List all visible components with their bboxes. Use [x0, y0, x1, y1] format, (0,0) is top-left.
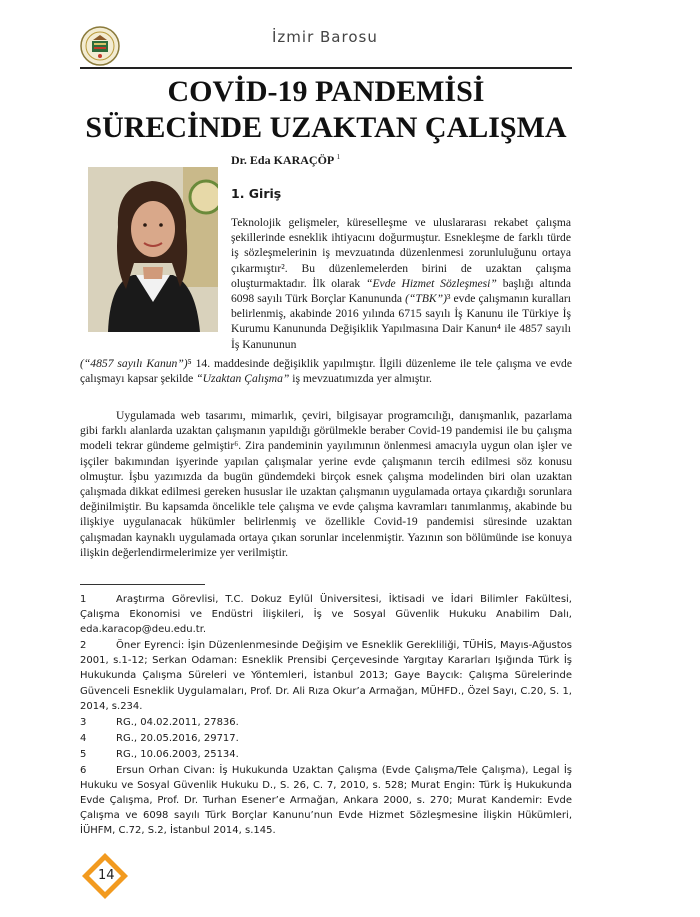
footnote: 3 RG., 04.02.2011, 27836. [80, 716, 239, 728]
author-name: Dr. Eda KARAÇÖP $^1$ [231, 153, 341, 167]
footnotes [80, 592, 572, 840]
paragraph-2: Uygulamada web tasarımı, mimarlık, çeviri, bilgisayar programcılığı, danışmanlık, pazarlama gibi farklı alanlarda uzaktan çalışmanın yapıldığı görülmekle beraber Covid-19 pandemisi ile bu çalışma modeli tekrar gündeme gelmiştir⁶. Zira pandeminin yayılımının önlenmesi amacıyla uygun olan işler ve işçiler bakımından işyerinde yapılan çalışmalar yerine evde çalışmanın tercih edilmesi söz konusu olmuştur. İşbu yazımızda da bugün gündemdeki birçok esnek çalışma modelinden biri olan uzaktan çalışmada dikkat edilmesi gereken hususlar ile uzaktan çalışmanın uygulamada ortaya çıkardığı sorunlara değinilmiştir. Bu kapsamda öncelikle tele çalışma ve evde çalışma kavramları tanımlanmış, akabinde bu ilişkiye uygulanacak hükümler belirlenmiş ve özellikle Covid-19 pandemisi süresinde uzaktan çalışmadan kaynaklı uygulamada ortaya çıkan sorunlar incelenmiştir. Yazının son bölümünde ise konuya ilişkin değerlendirmelerimize yer verilmiştir. [80, 409, 572, 559]
footnote: 1 Araştırma Görevlisi, T.C. Dokuz Eylül Üniversitesi, İktisadi ve İdari Bilimler Fakültesi, Çalışma Ekonomisi ve Endüstri İlişkileri, İş ve Sosyal Güvenlik Hukuku Anabilim Dalı, eda.karacop@deu.edu.tr. [80, 594, 572, 636]
footnote: 6 Ersun Orhan Civan: İş Hukukunda Uzaktan Çalışma (Evde Çalışma/Tele Çalışma), Legal İş Hukuku ve Sosyal Güvenlik Hukuku D., S. 26, C. 7, 2010, s. 528; Murat Engin: Türk İş Hukukunda Evde Çalışma, Prof. Dr. Turhan Esener’e Armağan, Ankara 2000, s. 270; Murat Kandemir: Evde Çalışma ve 6098 sayılı Türk Borçlar Kanunu’nun Evde Hizmet Sözleşmesine İlişkin Hükümleri, İÜHFM, C.72, S.2, İstanbul 2014, s.145. [80, 765, 572, 837]
header-rule [80, 67, 572, 69]
header-title: İzmir Barosu [272, 28, 378, 46]
footnote-separator [80, 584, 205, 585]
footnote: 5 RG., 10.06.2003, 25134. [80, 748, 239, 760]
article-title [80, 74, 572, 146]
bar-association-seal-icon [80, 26, 120, 66]
paragraph-1-continued: (“4857 sayılı Kanun”)⁵ 14. maddesinde değişiklik yapılmıştır. İlgili düzenleme ile tele çalışma ve evde çalışmayı kapsar şekilde “Uzaktan Çalışma” iş mevzuatımızda yer almıştır. [80, 357, 573, 386]
section-heading: 1. Giriş [231, 186, 282, 201]
author-footnote-marker: 1 [336, 153, 341, 161]
title-line-2: SÜRECİNDE UZAKTAN ÇALIŞMA [85, 111, 567, 144]
footnote: 2 Öner Eyrenci: İşin Düzenlenmesinde Değişim ve Esneklik Gerekliliği, TÜHİS, Mayıs-Ağustos 2001, s.1-12; Serkan Odaman: Esneklik Prensibi Çerçevesinde Yargıtay Kararları Işığında Türk İş Hukukunda Çalışma Süreleri ve Yöntemleri, İstanbul 2013; Gaye Baycık: Çalışma Sürelerinde Güvenceli Esneklik Uygulamaları, Prof. Dr. Ali Rıza Okur’a Armağan, MÜHFD., Özel Sayı, C.20, S. 1, 2014, s.234. [80, 640, 572, 712]
title-line-1: COVİD-19 PANDEMİSİ [167, 75, 485, 108]
paragraph-1: Teknolojik gelişmeler, küreselleşme ve uluslararası rekabet çalışma şekillerinde esneklik ihtiyacını doğurmuştur. Esnekleşme de farklı türde iş sözleşmelerinin iş mevzuatında düzenlenmesi zorunluluğunu ortaya çıkarmıştır². Bu düzenlemelerden birini de uzaktan çalışma oluşturmaktadır. İlk olarak “Evde Hizmet Sözleşmesi” başlığı altında 6098 sayılı Türk Borçlar Kanununda (“TBK”)³ evde çalışmanın kuralları belirlenmiş, akabinde 2016 yılında 6715 sayılı İş Kanunu ile Türkiye İş Kurumu Kanununda Değişiklik Yapılmasına Dair Kanun⁴ ile 4857 sayılı İş Kanununun [231, 216, 571, 351]
footnote: 4 RG., 20.05.2016, 29717. [80, 732, 239, 744]
page-number: 14 [98, 868, 115, 883]
author-photo [88, 167, 218, 332]
